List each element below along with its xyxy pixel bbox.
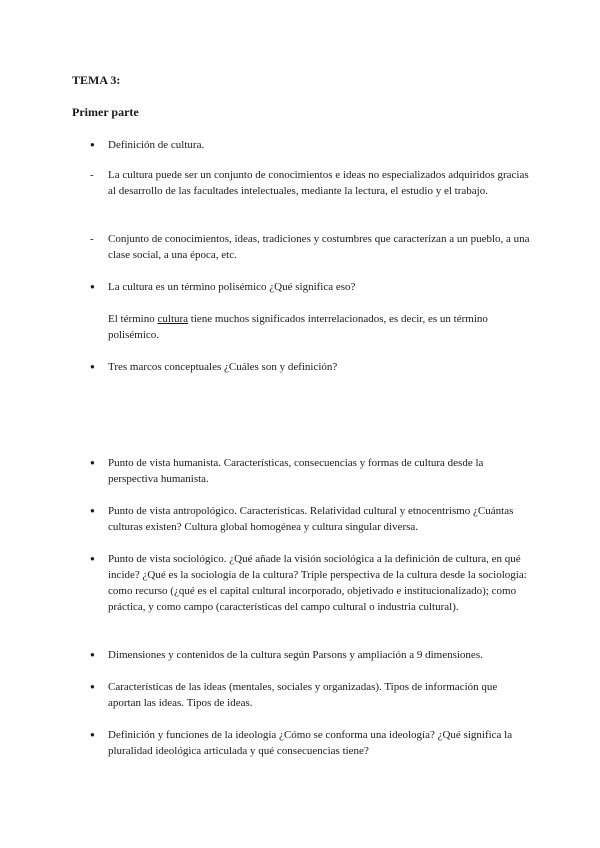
- dash-marker: -: [90, 169, 94, 181]
- bullet-icon: [90, 503, 108, 520]
- dash-marker: -: [90, 233, 94, 245]
- bullet-icon: [90, 279, 108, 296]
- bullet-icon: [90, 727, 108, 744]
- list-item: ● Dimensiones y contenidos de la cultura según Parsons y ampliación a 9 dimensiones.: [90, 647, 530, 663]
- list-item: ● Punto de vista humanista. Características, consecuencias y formas de cultura desde la perspectiva humanista.: [90, 455, 530, 487]
- list-item: - Conjunto de conocimientos, ideas, tradiciones y costumbres que caracterizan a un pueblo, a una clase social, a una época, etc.: [90, 233, 530, 261]
- list-item: ● Tres marcos conceptuales ¿Cuáles son y definición?: [90, 359, 530, 375]
- underlined-term: cultura: [157, 313, 189, 325]
- document-title: TEMA 3:: [72, 73, 121, 87]
- bullet-icon: [90, 647, 108, 664]
- bullet-icon: [90, 455, 108, 472]
- list-item: ● La cultura es un término polisémico ¿Qué significa eso?: [90, 279, 530, 295]
- list-item: ● Punto de vista antropológico. Características. Relatividad cultural y etnocentrismo ¿Cuántas culturas existen? Cultura global homogénea y cultura singular diversa.: [90, 503, 530, 535]
- section-subtitle: Primer parte: [72, 105, 139, 119]
- bullet-icon: [90, 137, 108, 154]
- bullet-icon: [90, 359, 108, 376]
- list-item: ● Definición de cultura.: [90, 137, 530, 153]
- list-item: ● Punto de vista sociológico. ¿Qué añade la visión sociológica a la definición de cultura, en qué incide? ¿Qué es la sociología de la cultura? Triple perspectiva de la cultura desde la sociología: como recurso (¿qué es el capital cultural incorporado, objetivado e institucionalizado); como práctica, y como campo (características del campo cultural o industria cultural).: [90, 551, 530, 615]
- list-item: ● Características de las ideas (mentales, sociales y organizadas). Tipos de información que aportan las ideas. Tipos de ideas.: [90, 679, 530, 711]
- list-item: ● Definición y funciones de la ideología ¿Cómo se conforma una ideología? ¿Qué significa la pluralidad ideológica articulada y qué consecuencias tiene?: [90, 727, 530, 759]
- bullet-icon: [90, 551, 108, 568]
- list-item: - La cultura puede ser un conjunto de conocimientos e ideas no especializados adquiridos gracias al desarrollo de las facultades intelectuales, mediante la lectura, el estudio y el trabajo.: [90, 169, 529, 197]
- polysemic-answer: El término cultura tiene muchos significados interrelacionados, es decir, es un término polisémico.: [108, 313, 488, 341]
- bullet-icon: [90, 679, 108, 696]
